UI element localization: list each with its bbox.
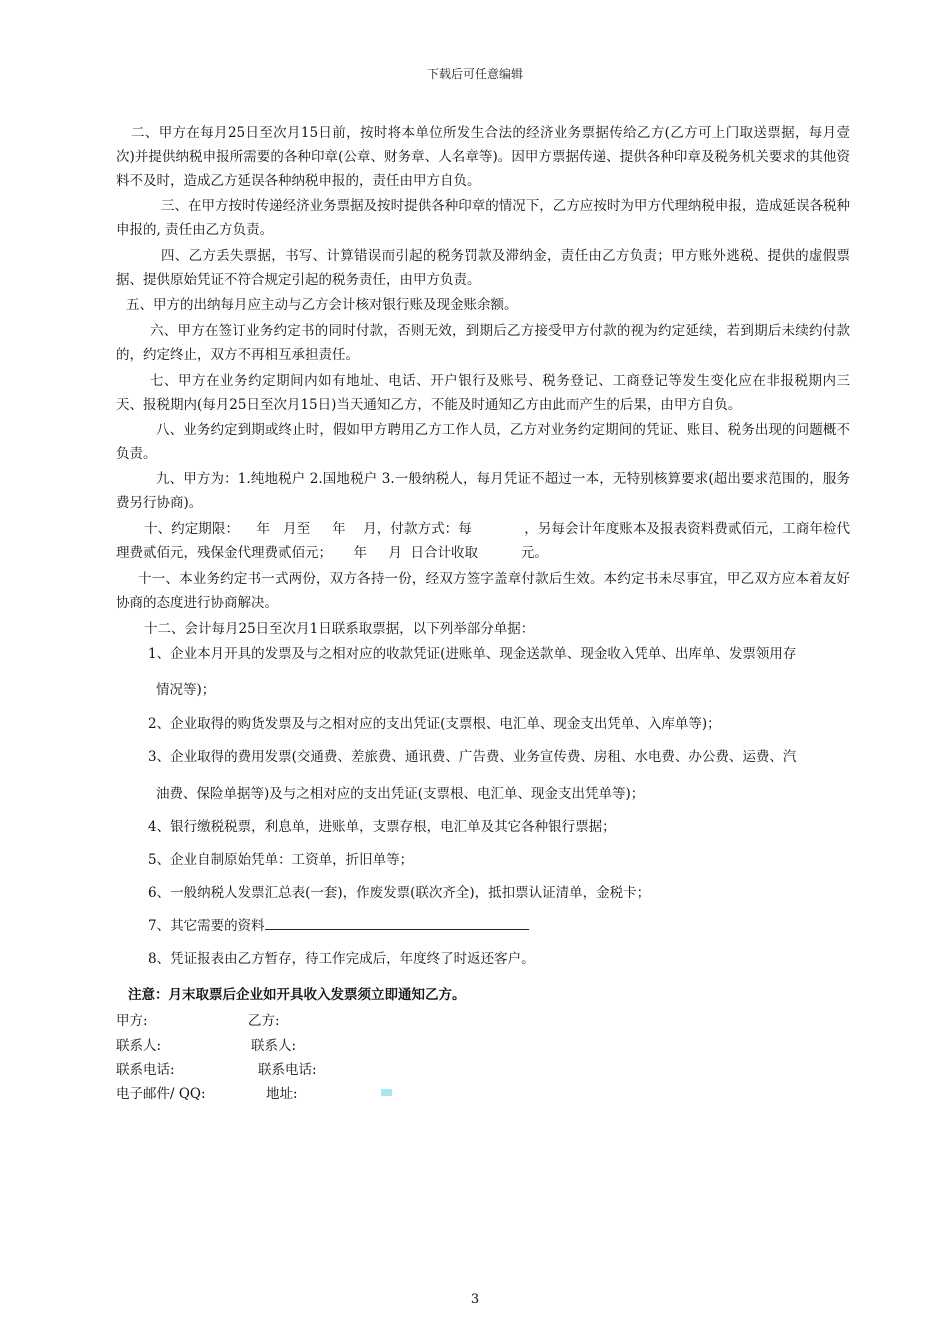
- list-item: 5、企业自制原始凭单：工资单，折旧单等；: [148, 852, 414, 868]
- page-header: 下载后可任意编辑: [426, 67, 523, 81]
- fill-in-blank[interactable]: [265, 915, 529, 930]
- list-item: 8、凭证报表由乙方暂存，待工作完成后，年度终了时返还客户。: [148, 951, 535, 967]
- clause-12: 十二、会计每月25日至次月1日联系取票据，以下列举部分单据：: [144, 621, 535, 637]
- list-item: [148, 908, 848, 944]
- contact-b-label: 联系人:: [251, 1038, 297, 1054]
- address-label: 地址:: [266, 1086, 298, 1102]
- list-item: 6、一般纳税人发票汇总表(一套)，作废发票(联次齐全)，抵扣票认证清单，金税卡；: [148, 885, 651, 901]
- other-materials-label: 7、其它需要的资料: [148, 918, 265, 934]
- highlight-mark: [381, 1089, 392, 1096]
- list-item: 1、企业本月开具的发票及与之相对应的收款凭证(进账单、现金送款单、现金收入凭单、出库单、发票领用存: [148, 646, 797, 662]
- phone-b-label: 联系电话:: [258, 1062, 317, 1078]
- clause-8: 八、业务约定到期或终止时，假如甲方聘用乙方工作人员，乙方对业务约定期间的凭证、账目、税务出现的问题概不负责。: [116, 422, 850, 462]
- page-number: 3: [470, 1292, 480, 1307]
- list-item: 4、银行缴税税票，利息单，进账单，支票存根，电汇单及其它各种银行票据；: [148, 819, 616, 835]
- party-a-label: 甲方:: [116, 1013, 148, 1029]
- clause-7: 七、甲方在业务约定期间内如有地址、电话、开户银行及账号、税务登记、工商登记等发生变化应在非报税期内三天、报税期内(每月25日至次月15日)当天通知乙方，不能及时通知乙方由此而产生的后果，由甲方自负。: [116, 373, 850, 413]
- notice: 注意：月末取票后企业如开具收入发票须立即通知乙方。: [128, 987, 466, 1003]
- clause-2: 二、甲方在每月25日至次月15日前，按时将本单位所发生合法的经济业务票据传给乙方(乙方可上门取送票据，每月壹次)并提供纳税申报所需要的各种印章(公章、财务章、人名章等)。因甲方票据传递、提供各种印章及税务机关要求的其他资料不及时，造成乙方延误各种纳税申报的，责任由甲方自负。: [116, 125, 850, 189]
- list-item: 2、企业取得的购货发票及与之相对应的支出凭证(支票根、电汇单、现金支出凭单、入库单等)；: [148, 716, 721, 732]
- clause-4: 四、乙方丢失票据，书写、计算错误而引起的税务罚款及滞纳金，责任由乙方负责；甲方账外逃税、提供的虚假票据、提供原始凭证不符合规定引起的税务责任，由甲方负责。: [116, 248, 850, 288]
- list-item: 油费、保险单据等)及与之相对应的支出凭证(支票根、电汇单、现金支出凭单等)；: [156, 786, 645, 802]
- party-b-label: 乙方:: [248, 1013, 280, 1029]
- clause-3: 三、在甲方按时传递经济业务票据及按时提供各种印章的情况下，乙方应按时为甲方代理纳税申报，造成延误各税种申报的, 责任由乙方负责。: [116, 198, 850, 238]
- clause-11: 十一、本业务约定书一式两份，双方各持一份，经双方签字盖章付款后生效。本约定书未尽事宜，甲乙双方应本着友好协商的态度进行协商解决。: [116, 571, 850, 611]
- clause-9: 九、甲方为：1.纯地税户 2.国地税户 3.一般纳税人，每月凭证不超过一本，无特别核算要求(超出要求范围的，服务费另行协商)。: [116, 471, 850, 511]
- phone-a-label: 联系电话:: [116, 1062, 175, 1078]
- clause-10: 十、约定期限： 年 月至 年 月，付款方式：每 ，另每会计年度账本及报表资料费贰佰元，工商年检代理费贰佰元，残保金代理费贰佰元； 年 月 日合计收取 元。: [116, 521, 850, 561]
- contact-a-label: 联系人:: [116, 1038, 162, 1054]
- clause-6: 六、甲方在签订业务约定书的同时付款，否则无效，到期后乙方接受甲方付款的视为约定延续，若到期后未续约付款的，约定终止，双方不再相互承担责任。: [116, 323, 850, 363]
- clause-5: 五、甲方的出纳每月应主动与乙方会计核对银行账及现金账余额。: [126, 297, 518, 313]
- email-qq-label: 电子邮件/ QQ:: [116, 1086, 206, 1102]
- list-item: 情况等)；: [156, 682, 216, 698]
- list-item: 3、企业取得的费用发票(交通费、差旅费、通讯费、广告费、业务宣传费、房租、水电费、办公费、运费、汽: [148, 749, 797, 765]
